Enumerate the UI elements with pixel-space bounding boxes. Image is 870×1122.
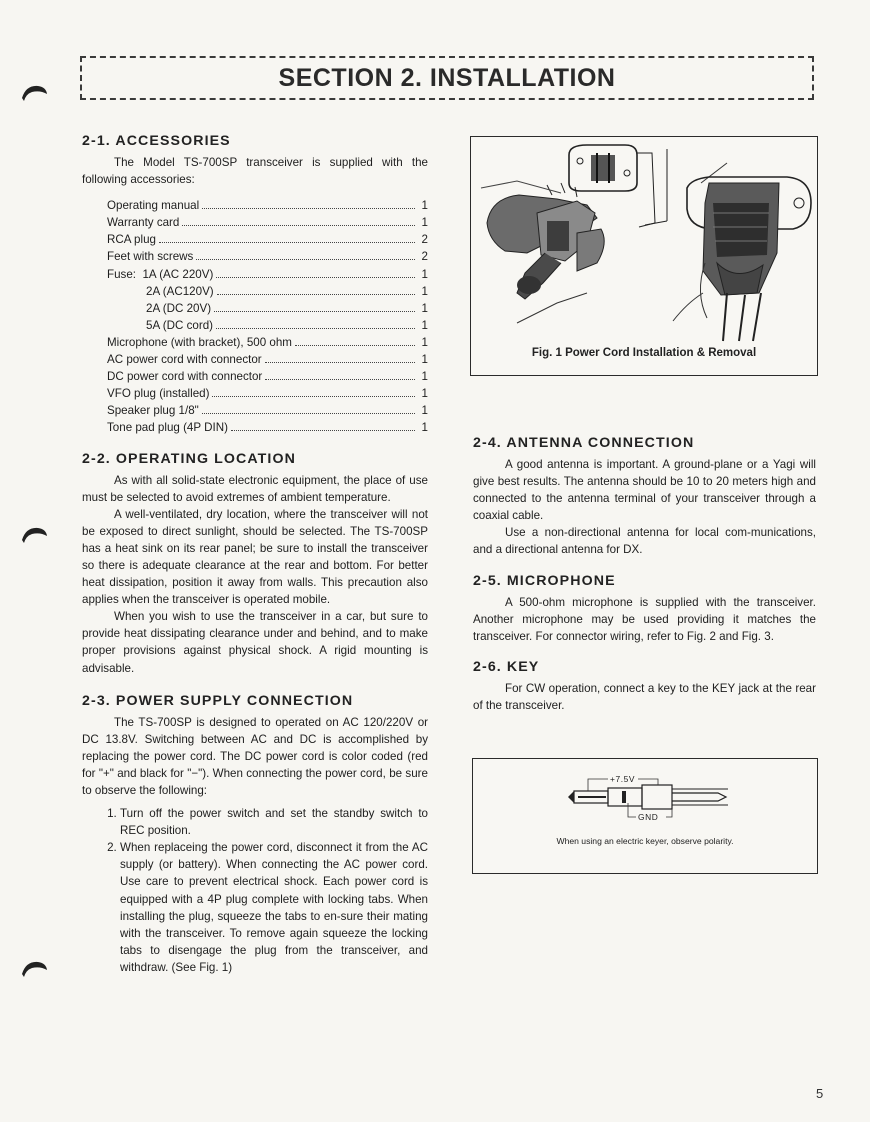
- accessory-item: [107, 283, 428, 300]
- punch-hole: [20, 82, 48, 104]
- operating-location-paragraph: As with all solid-state electronic equipment, the place of use must be selected to avoid extremes of ambient temperature.: [82, 473, 428, 504]
- accessory-name: RCA plug: [107, 233, 156, 247]
- accessory-quantity: 1: [421, 353, 428, 367]
- accessory-quantity: 1: [421, 199, 428, 213]
- leader-dots: [182, 225, 415, 226]
- accessories-intro: The Model TS-700SP transceiver is supplied with the following accessories:: [82, 156, 428, 187]
- accessory-quantity: 1: [421, 335, 428, 349]
- ground-label: GND: [638, 812, 659, 822]
- power-supply-steps: [82, 805, 428, 976]
- accessory-name: 2A (DC 20V): [146, 301, 212, 315]
- accessory-quantity: 1: [421, 370, 428, 384]
- leader-dots: [202, 413, 415, 414]
- leader-dots: [202, 208, 415, 209]
- accessory-quantity: 1: [421, 301, 428, 315]
- accessory-name: DC power cord with connector: [107, 370, 263, 384]
- leader-dots: [216, 277, 415, 278]
- power-supply-step: 1. Turn off the power switch and set the standby switch to REC position.: [120, 805, 428, 839]
- microphone-paragraph: A 500-ohm microphone is supplied with the transceiver. Another microphone may be used providing it matches the transceiver. For connector wiring, refer to Fig. 2 and Fig. 3.: [473, 595, 816, 643]
- accessory-item: [107, 300, 428, 317]
- leader-dots: [196, 259, 415, 260]
- accessories-heading: 2-1. ACCESSORIES: [82, 133, 231, 149]
- leader-dots: [159, 242, 415, 243]
- leader-dots: [265, 379, 415, 380]
- accessory-quantity: 1: [421, 421, 428, 435]
- antenna-paragraph: A good antenna is important. A ground-plane or a Yagi will give best results. The antenna should be 10 to 20 meters high and connected to the antenna terminal of your transceiver through a coaxial cable.: [473, 458, 816, 523]
- accessory-name: Fuse: 1A (AC 220V): [107, 267, 214, 281]
- accessory-item: [107, 334, 428, 351]
- leader-dots: [217, 294, 415, 295]
- key-plug-diagram: [568, 769, 738, 829]
- leader-dots: [231, 430, 415, 431]
- accessory-quantity: 1: [421, 318, 428, 332]
- microphone-heading: 2-5. MICROPHONE: [473, 572, 616, 589]
- operating-location-paragraph: When you wish to use the transceiver in a car, but sure to provide heat dissipating clearance under and behind, and to make proper provisions against physical shock. A rigid mounting is advisable.: [82, 610, 428, 675]
- accessory-name: Feet with screws: [107, 250, 194, 264]
- leader-dots: [216, 328, 415, 329]
- accessory-name: AC power cord with connector: [107, 353, 262, 367]
- accessory-name: Microphone (with bracket), 500 ohm: [107, 335, 292, 349]
- antenna-paragraph: Use a non-directional antenna for local com-munications, and a directional antenna for DX.: [473, 526, 816, 557]
- punch-hole: [20, 524, 48, 546]
- accessory-name: VFO plug (installed): [107, 387, 210, 401]
- figure-power-cord: [470, 136, 818, 376]
- accessory-item: [107, 248, 428, 265]
- page-number: 5: [816, 1086, 824, 1101]
- accessory-item: [107, 385, 428, 402]
- power-supply-step: 2. When replaceing the power cord, disconnect it from the AC supply (or battery). When connecting the AC power cord. Use care to prevent electrical shock. Each power cord is equipped with a 4P plug complete with locking tabs. When installing the plug, squeeze the tabs to en-sure their mating with the transceiver. To remove again squeeze the locking tabs to disengage the plug from the transceiver, and withdraw. (See Fig. 1): [120, 839, 428, 976]
- power-supply-paragraph: The TS-700SP is designed to operated on AC 120/220V or DC 13.8V. Switching between AC and DC is accomplished by replacing the power cord. The DC power cord is color coded (red for "+" and black for "−"). When connecting the power cord, be sure to observe the following:: [82, 715, 428, 797]
- punch-hole: [20, 958, 48, 980]
- accessory-item: [107, 419, 428, 436]
- accessory-item: [107, 368, 428, 385]
- power-supply-heading: 2-3. POWER SUPPLY CONNECTION: [82, 692, 354, 709]
- accessory-quantity: 1: [421, 216, 428, 230]
- accessory-quantity: 1: [421, 267, 428, 281]
- right-column: [473, 434, 816, 714]
- accessory-name: 2A (AC120V): [146, 284, 214, 298]
- accessory-item: [107, 266, 428, 283]
- accessory-item: [107, 214, 428, 231]
- polarity-caption: When using an electric keyer, observe polarity.: [556, 836, 734, 846]
- accessory-quantity: 1: [421, 387, 428, 401]
- power-cord-illustration: [477, 143, 813, 343]
- accessory-quantity: 2: [421, 233, 428, 247]
- accessory-name: 5A (DC cord): [146, 318, 214, 332]
- accessory-name: Warranty card: [107, 216, 180, 230]
- accessory-item: [107, 351, 428, 368]
- accessory-item: [107, 402, 428, 419]
- leader-dots: [295, 345, 415, 346]
- operating-location-heading: 2-2. OPERATING LOCATION: [82, 450, 296, 467]
- positive-label: +7.5V: [610, 774, 636, 784]
- key-paragraph: For CW operation, connect a key to the KEY jack at the rear of the transceiver.: [473, 681, 816, 712]
- accessories-list: [107, 197, 428, 436]
- accessory-item: [107, 231, 428, 248]
- section-banner: [80, 56, 814, 100]
- antenna-heading: 2-4. ANTENNA CONNECTION: [473, 435, 695, 451]
- leader-dots: [214, 311, 415, 312]
- left-column: [82, 132, 428, 976]
- accessory-name: Speaker plug 1/8": [107, 404, 199, 418]
- leader-dots: [212, 396, 415, 397]
- accessory-item: [107, 197, 428, 214]
- operating-location-paragraph: A well-ventilated, dry location, where the transceiver will not be exposed to direct sunlight, should be selected. The TS-700SP has a heat sink on its rear panel; be sure to install the transceiver so there is adequate clearance at the rear and bottom. For better heat dissipation, position it away from walls. This precaution also applies when the transceiver is operated mobile.: [82, 507, 428, 607]
- leader-dots: [265, 362, 415, 363]
- accessory-quantity: 1: [421, 284, 428, 298]
- accessory-name: Operating manual: [107, 199, 200, 213]
- section-title: SECTION 2. INSTALLATION: [278, 63, 616, 92]
- accessory-quantity: 1: [421, 404, 428, 418]
- accessory-item: [107, 317, 428, 334]
- accessory-name: Tone pad plug (4P DIN): [107, 421, 228, 435]
- key-heading: 2-6. KEY: [473, 658, 540, 675]
- figure-caption: Fig. 1 Power Cord Installation & Removal: [531, 347, 757, 359]
- accessory-quantity: 2: [421, 250, 428, 264]
- figure-key-polarity: [472, 758, 818, 874]
